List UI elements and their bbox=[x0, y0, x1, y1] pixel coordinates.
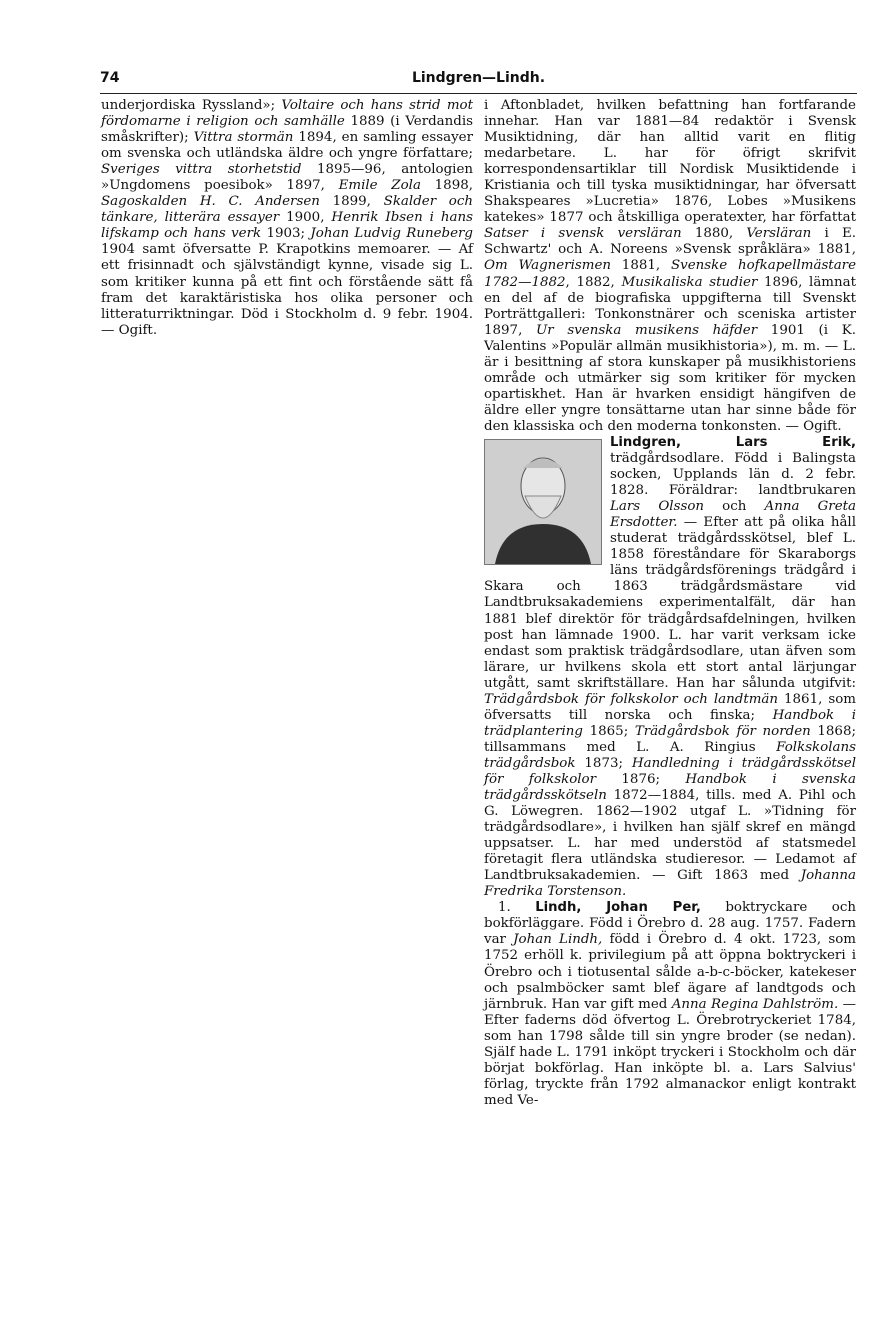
entry-lars-erik: Lindgren, Lars Erik, trädgårdsodlare. Född i Balingsta socken, Upplands län d. 2 febr. 1828. Föräldrar: landtbrukaren Lars Olsson och Anna Greta Ersdotter. — Efter att på olika håll studerat trädgårdsskötsel, blef L. 1858 föreståndare för Skaraborgs läns trädgårdsförenings trädgård i Skara och 1863 trädgårdsmästare vid Landtbruksakademiens experimentalfält, där han 1881 blef direktör för trädgårdsafdelningen, hvilken post han lämnade 1900. L. har varit verksam icke endast som praktisk trädgårdsodlare, utan äfven som lärare, ur hvilkens skola ett stort antal lärjungar utgått, samt skriftställare. Han har sålunda utgifvit: Trädgårdsbok för folkskolor och landtmän 1861, som öfversatts till norska och finska; Handbok i trädplantering 1865; Trädgårdsbok för norden 1868; tillsammans med L. A. Ringius Folkskolans trädgårdsbok 1873; Handledning i trädgårdsskötsel för folkskolor 1876; Handbok i svenska trädgårdsskötseln 1872—1884, tills. med A. Pihl och G. Löwegren. 1862—1902 utgaf L. »Tidning för trädgårdsodlare», i hvilken han själf skref en mängd uppsatser. L. har med understöd af statsmedel företagit flera utländska studieresor. — Ledamot af Landtbruksakademien. — Gift 1863 med Johanna Fredrika Torstenson. bbox=[484, 434, 857, 900]
running-head: Lindgren—Lindh. bbox=[411, 70, 546, 86]
header-rule bbox=[100, 93, 857, 94]
left-column-main bbox=[101, 98, 473, 339]
page-number: 74 bbox=[100, 70, 120, 86]
entry-lindh-johan-per: 1. Lindh, Johan Per, boktryckare och bokförläggare. Född i Örebro d. 28 aug. 1757. Fadern var Johan Lindh, född i Örebro d. 4 okt. 1723, som 1752 erhöll k. privilegium på att öppna boktryckeri i Örebro och i tiotusental sålde a-b-c-böcker, katekeser och psalmböcker samt blef ägare af landtgods och järnbruk. Han var gift med Anna Regina Dahlström. — Efter faderns död öfvertog L. Örebrotryckeriet 1784, som han 1798 sålde till sin yngre broder (se nedan). Själf hade L. 1791 inköpt tryckeri i Stockholm och där börjat bokförlag. Han inköpte bl. a. Lars Salvius' förlag, tryckte från 1792 almanackor enligt kontrakt med Ve- bbox=[484, 900, 856, 1108]
entry-continuation-text: underjordiska Ryssland»; Voltaire och hans strid mot fördomarne i religion och samhälle 1889 (i Verdandis småskrifter); Vittra stormän 1894, en samling essayer om svenska och utländska äldre och yngre författare; Sveriges vittra storhetstid 1895—96, antologien »Ungdomens poesibok» 1897, Emile Zola 1898, Sagoskalden H. C. Andersen 1899, Skalder och tänkare, litterära essayer 1900, Henrik Ibsen i hans lifskamp och hans verk 1903; Johan Ludvig Runeberg 1904 samt öfversatte P. Krapotkins memoarer. — Af ett frisinnadt och självständigt kynne, visade sig L. som kritiker kunna på ett fint och förstående sätt få fram det karaktäristiska hos olika personer och litteraturriktningar. Död i Stockholm d. 9 febr. 1904. — Ogift. bbox=[101, 98, 474, 338]
entry-heading-lindh: Lindh, Johan Per, bbox=[535, 900, 701, 916]
entry-karl-adolf-continued: i Aftonbladet, hvilken befattning han fortfarande innehar. Han var 1881—84 redaktör i Svensk Musiktidning, där han alltid varit en flitig medarbetare. L. har för öfrigt skrifvit korrespondensartiklar till Nordisk Musiktidende i Kristiania och till tyska musiktidningar, har öfversatt Shakspeares »Lucretia» 1876, Lobes »Musikens katekes» 1877 och åtskilliga operatexter, har författat Satser i svensk versläran 1880, Versläran i E. Schwartz' och A. Noreens »Svensk språklära» 1881, Om Wagnerismen 1881, Svenske hofkapellmästare 1782—1882, 1882, Musikaliska studier 1896, lämnat en del af de biografiska uppgifterna till Svenskt Porträttgalleri: Tonkonstnärer och sceniska artister 1897, Ur svenska musikens häfder 1901 (i K. Valentins »Populär allmän musikhistoria»), m. m. — L. är i besittning af stora kunskaper på musikhistoriens område och utmärker sig som kritiker för mycken opartiskhet. Han är hvarken ensidigt hängifven de äldre eller yngre tonsättarne utan har sinne både för den klassiska och den moderna tonkonsten. — Ogift. bbox=[484, 98, 857, 434]
page-header bbox=[100, 70, 857, 90]
right-column bbox=[484, 98, 856, 1109]
entry-heading-lars: Lindgren, Lars Erik, bbox=[610, 434, 856, 450]
portrait-lars-erik bbox=[484, 439, 602, 565]
